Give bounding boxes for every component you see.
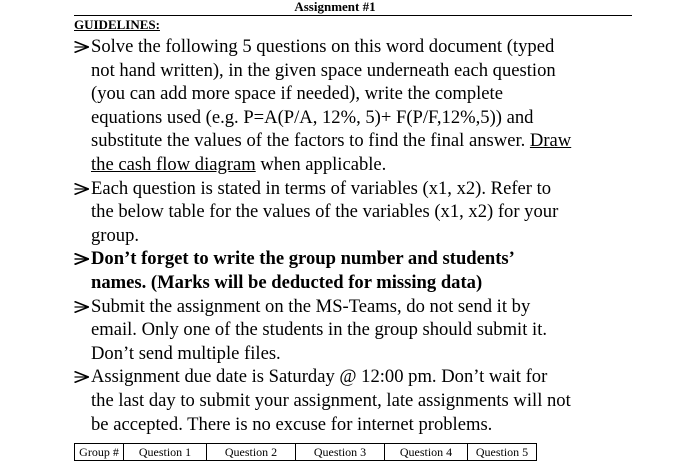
guideline-item-submission bbox=[74, 295, 634, 366]
arrowhead-bullet-icon bbox=[74, 365, 90, 389]
table-header-question-4: Question 4 bbox=[385, 444, 468, 461]
bullet-line: the below table for the values of the variables (x1, x2) for your bbox=[91, 201, 559, 223]
bullet-line bbox=[91, 129, 634, 153]
bullet-text: when applicable. bbox=[255, 153, 387, 175]
guideline-item-variables bbox=[74, 177, 634, 248]
group-variables-table bbox=[74, 443, 537, 461]
table-header-question-2: Question 2 bbox=[207, 444, 296, 461]
underlined-text-cash-flow-diagram: the cash flow diagram bbox=[91, 153, 256, 175]
table-header-row bbox=[75, 444, 537, 461]
table-header-question-1: Question 1 bbox=[124, 444, 207, 461]
arrowhead-bullet-icon bbox=[74, 247, 90, 271]
bullet-line: Solve the following 5 questions on this word document (typed bbox=[91, 36, 555, 57]
bullet-line: group. bbox=[91, 224, 140, 246]
assignment-title: Assignment #1 bbox=[294, 0, 376, 14]
table-header-group: Group # bbox=[75, 444, 124, 461]
arrowhead-bullet-icon bbox=[74, 295, 90, 319]
guidelines-list bbox=[74, 35, 634, 436]
guideline-item-solve-questions bbox=[74, 35, 634, 177]
bullet-line: equations used (e.g. P=A(P/A, 12%, 5)+ F(P/F,12%,5)) and bbox=[91, 106, 534, 128]
bullet-text: substitute the values of the factors to find the final answer. bbox=[91, 130, 530, 152]
arrowhead-bullet-icon bbox=[74, 177, 90, 201]
arrowhead-bullet-icon bbox=[74, 35, 90, 59]
bullet-line: Submit the assignment on the MS-Teams, do not send it by bbox=[91, 295, 531, 317]
bullet-line: Assignment due date is Saturday @ 12:00 pm. Don’t wait for bbox=[91, 366, 548, 388]
table-header-question-3: Question 3 bbox=[296, 444, 385, 461]
underlined-text-draw: Draw bbox=[529, 130, 572, 152]
bullet-line: the last day to submit your assignment, late assignments will not bbox=[91, 389, 571, 411]
guideline-item-due-date bbox=[74, 365, 634, 436]
bullet-line: email. Only one of the students in the group should submit it. bbox=[91, 319, 548, 341]
bullet-line: (you can add more space if needed), write the complete bbox=[91, 83, 503, 105]
bullet-line: names. (Marks will be deducted for missing data) bbox=[91, 271, 483, 293]
bullet-line: Don’t forget to write the group number and students’ bbox=[91, 248, 515, 270]
table-header-question-5: Question 5 bbox=[468, 444, 537, 461]
bullet-line: not hand written), in the given space underneath each question bbox=[91, 59, 556, 81]
guideline-item-group-number bbox=[74, 247, 634, 294]
bullet-line: be accepted. There is no excuse for internet problems. bbox=[91, 413, 493, 435]
guidelines-heading: GUIDELINES: bbox=[74, 17, 160, 32]
bullet-line: Each question is stated in terms of variables (x1, x2). Refer to bbox=[91, 177, 552, 199]
bullet-line bbox=[91, 153, 634, 177]
bullet-line: Don’t send multiple files. bbox=[91, 342, 281, 364]
